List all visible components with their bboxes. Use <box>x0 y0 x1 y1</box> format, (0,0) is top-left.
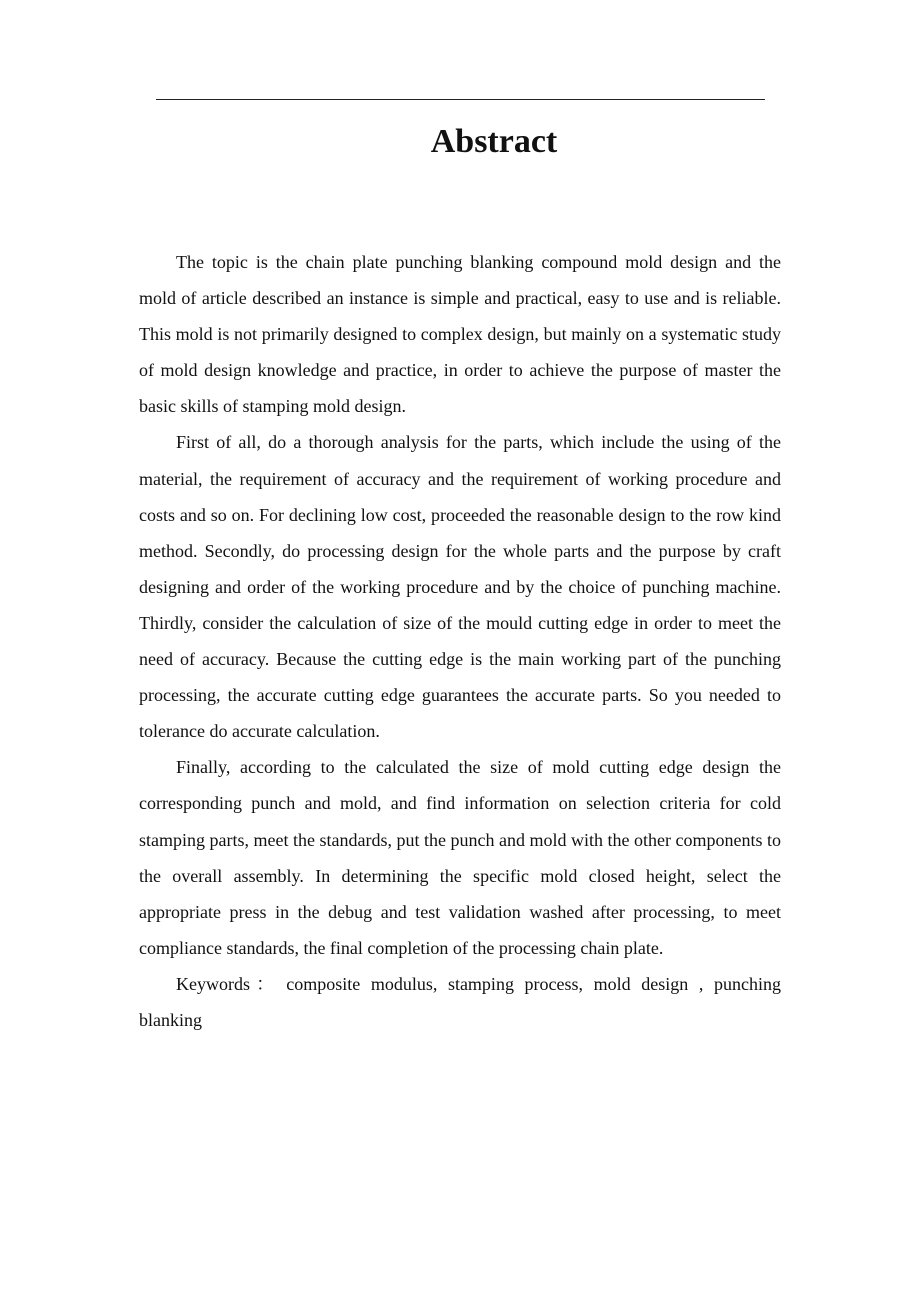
keywords-text: composite modulus, stamping process, mold design , punching blanking <box>139 973 781 1030</box>
keywords-label: Keywords： <box>176 973 281 994</box>
abstract-paragraph-2: First of all, do a thorough analysis for the parts, which include the using of the material, the requirement of accuracy and the requirement of working procedure and costs and so on. For declining low cost, proceeded the reasonable design to the row kind method. Secondly, do processing design for the whole parts and the purpose by craft designing and order of the working procedure and by the choice of punching machine. Thirdly, consider the calculation of size of the mould cutting edge in order to meet the need of accuracy. Because the cutting edge is the main working part of the punching processing, the accurate cutting edge guarantees the accurate parts. So you needed to tolerance do accurate calculation. <box>139 432 781 742</box>
keywords-paragraph <box>139 966 781 1038</box>
abstract-paragraph-1: The topic is the chain plate punching blanking compound mold design and the mold of article described an instance is simple and practical, easy to use and is reliable. This mold is not primarily designed to complex design, but mainly on a systematic study of mold design knowledge and practice, in order to achieve the purpose of master the basic skills of stamping mold design. <box>139 252 781 417</box>
abstract-body <box>139 244 781 1038</box>
abstract-title: Abstract <box>430 123 558 160</box>
abstract-paragraph-3: Finally, according to the calculated the size of mold cutting edge design the corresponding punch and mold, and find information on selection criteria for cold stamping parts, meet the standards, put the punch and mold with the other components to the overall assembly. In determining the specific mold closed height, select the appropriate press in the debug and test validation washed after processing, to meet compliance standards, the final completion of the processing chain plate. <box>139 757 781 958</box>
header-rule <box>156 99 765 100</box>
